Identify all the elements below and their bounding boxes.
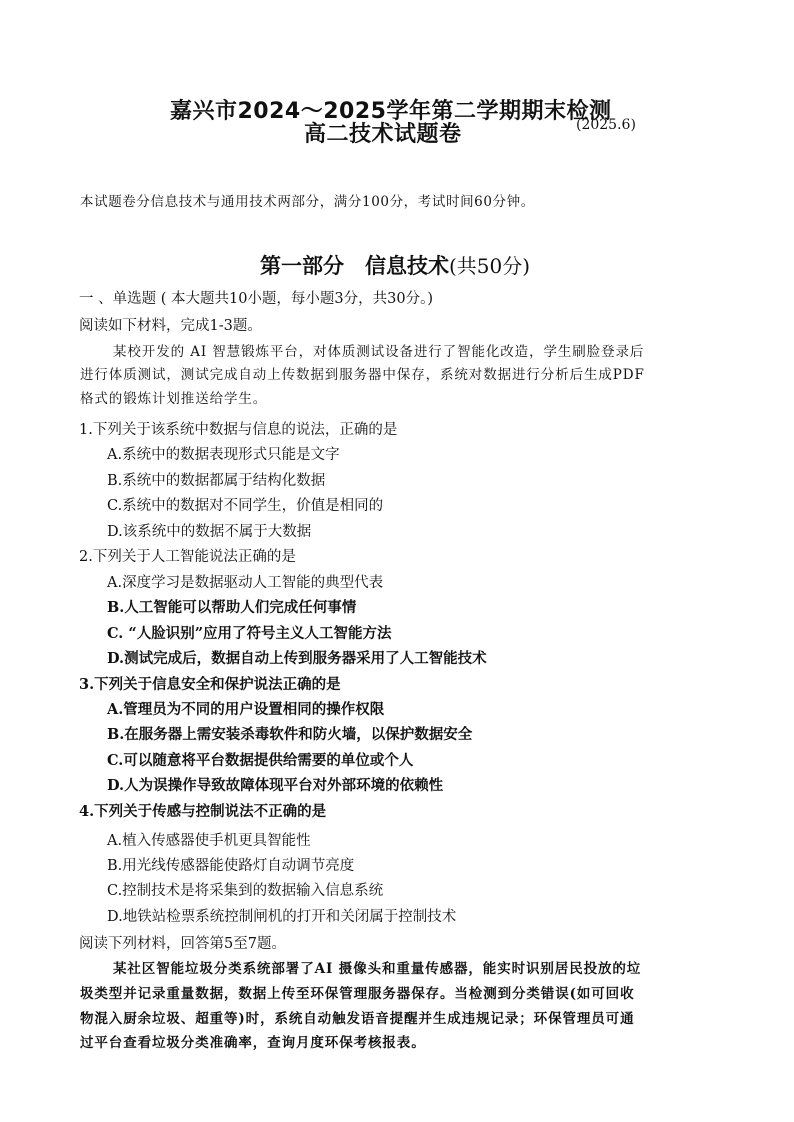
material1-line: 进行体质测试，测试完成自动上传数据到服务器中保存，系统对数据进行分析后生成PDF	[80, 367, 645, 383]
exam-date: (2025.6)	[576, 117, 636, 133]
question-4-stem: 4.下列关于传感与控制说法不正确的是	[79, 803, 327, 820]
question-4-option-b: B.用光线传感器能使路灯自动调节亮度	[107, 858, 355, 874]
question-3-option-b: B.在服务器上需安装杀毒软件和防火墙，以保护数据安全	[107, 726, 473, 743]
exam-title-line2: 高二技术试题卷	[304, 122, 462, 147]
question-2-stem: 2.下列关于人工智能说法正确的是	[79, 549, 296, 565]
reading-instruction-1: 阅读如下材料，完成1-3题。	[79, 318, 262, 334]
material1-line: 某校开发的 AI 智慧锻炼平台，对体质测试设备进行了智能化改造，学生刷脸登录后	[113, 344, 645, 360]
material2-line: 过平台查看垃圾分类准确率，查询月度环保考核报表。	[80, 1035, 426, 1051]
question-1-option-d: D.该系统中的数据不属于大数据	[107, 524, 312, 540]
section-heading: 一 、单选题 ( 本大题共10小题，每小题3分，共30分。)	[79, 291, 434, 307]
question-1-stem: 1.下列关于该系统中数据与信息的说法，正确的是	[79, 422, 398, 438]
question-2-option-b: B.人工智能可以帮助人们完成任何事情	[107, 599, 357, 616]
question-3-option-a: A.管理员为不同的用户设置相同的操作权限	[107, 701, 385, 718]
question-3-option-c: C.可以随意将平台数据提供给需要的单位或个人	[107, 752, 414, 769]
question-3-option-d: D.人为误操作导致故障体现平台对外部环境的依赖性	[107, 777, 444, 794]
material2-line: 圾类型并记录重量数据，数据上传至环保管理服务器保存。当检测到分类错误(如可回收	[80, 986, 635, 1002]
question-1-option-c: C.系统中的数据对不同学生，价值是相同的	[107, 498, 384, 514]
material2-line: 物混入厨余垃圾、超重等)时，系统自动触发语音提醒并生成违规记录；环保管理员可通	[80, 1011, 635, 1027]
material2-line: 某社区智能垃圾分类系统部署了AI 摄像头和重量传感器，能实时识别居民投放的垃	[113, 961, 642, 977]
question-4-option-c: C.控制技术是将采集到的数据输入信息系统	[107, 883, 384, 899]
part-heading-score: (共50分)	[449, 254, 531, 278]
part-heading-title: 第一部分 信息技术	[260, 254, 449, 278]
question-1-option-a: A.系统中的数据表现形式只能是文字	[107, 447, 340, 463]
question-2-option-c: C. “人脸识别”应用了符号主义人工智能方法	[107, 625, 392, 642]
question-2-option-a: A.深度学习是数据驱动人工智能的典型代表	[107, 575, 384, 591]
exam-intro: 本试题卷分信息技术与通用技术两部分，满分100分，考试时间60分钟。	[80, 194, 535, 210]
reading-instruction-2: 阅读下列材料，回答第5至7题。	[79, 936, 286, 952]
part-heading	[260, 250, 530, 280]
question-2-option-d: D.测试完成后，数据自动上传到服务器采用了人工智能技术	[107, 650, 487, 667]
question-1-option-b: B.系统中的数据都属于结构化数据	[107, 473, 326, 489]
question-4-option-d: D.地铁站检票系统控制闸机的打开和关闭属于控制技术	[107, 909, 457, 925]
material1-line: 格式的锻炼计划推送给学生。	[80, 391, 268, 407]
exam-title-line1: 嘉兴市2024～2025学年第二学期期末检测	[170, 99, 612, 124]
question-4-option-a: A.植入传感器使手机更具智能性	[107, 833, 311, 849]
question-3-stem: 3.下列关于信息安全和保护说法正确的是	[79, 676, 341, 693]
